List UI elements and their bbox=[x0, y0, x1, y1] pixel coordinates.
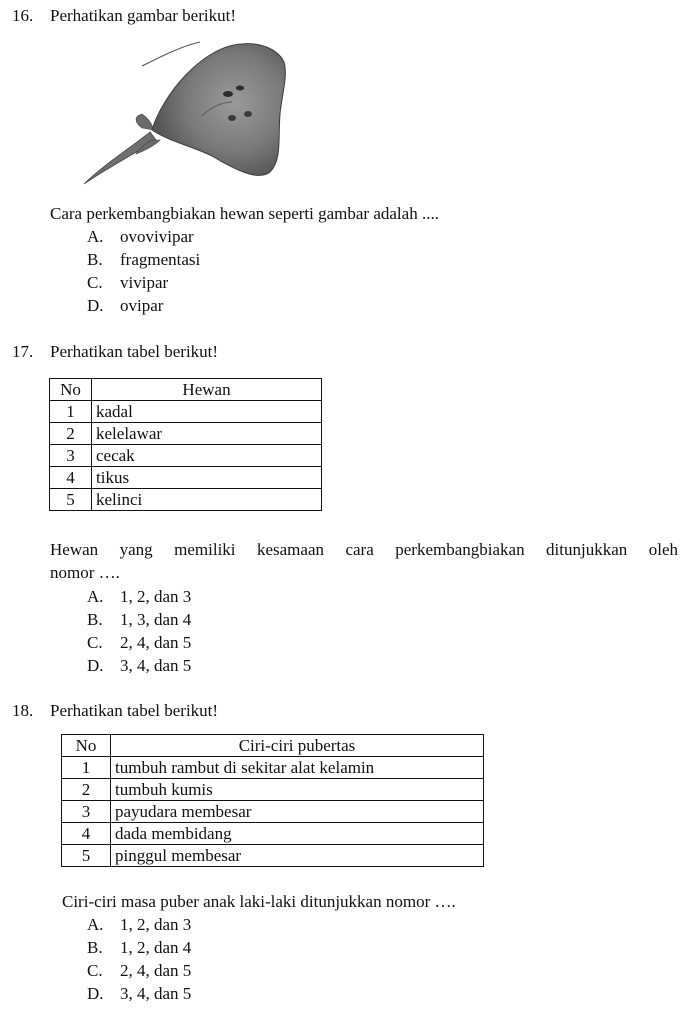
q17-option-d-letter[interactable]: D. bbox=[87, 656, 104, 675]
q18-number: 18. bbox=[12, 701, 34, 720]
q16-option-c[interactable]: vivipar bbox=[120, 273, 169, 292]
table-header-row bbox=[50, 379, 322, 401]
q17-option-c[interactable]: 2, 4, dan 5 bbox=[120, 633, 192, 652]
q16-question: Cara perkembangbiakan hewan seperti gambar adalah .... bbox=[50, 204, 439, 223]
stingray-tail bbox=[84, 132, 156, 184]
table-cell-text: payudara membesar bbox=[111, 801, 484, 823]
q17-option-a-letter[interactable]: A. bbox=[87, 587, 104, 606]
table-cell-text: tumbuh kumis bbox=[111, 779, 484, 801]
q18-option-d-letter[interactable]: D. bbox=[87, 984, 104, 1003]
table-cell-text: tumbuh rambut di sekitar alat kelamin bbox=[111, 757, 484, 779]
stingray-eye bbox=[223, 91, 233, 97]
table-cell-text: kadal bbox=[92, 401, 322, 423]
table-cell-text: pinggul membesar bbox=[111, 845, 484, 867]
q17-instruction: Perhatikan tabel berikut! bbox=[50, 342, 219, 361]
table-cell-text: kelinci bbox=[92, 489, 322, 511]
table-row bbox=[62, 779, 484, 801]
q16-instruction: Perhatikan gambar berikut! bbox=[50, 6, 236, 25]
q18-table bbox=[61, 734, 484, 867]
table-cell-no: 4 bbox=[62, 823, 111, 845]
q18-question: Ciri-ciri masa puber anak laki-laki ditunjukkan nomor …. bbox=[62, 892, 456, 911]
table-row bbox=[50, 445, 322, 467]
table-row bbox=[50, 401, 322, 423]
q18-option-c[interactable]: 2, 4, dan 5 bbox=[120, 961, 192, 980]
q16-number: 16. bbox=[12, 6, 34, 25]
table-row bbox=[50, 489, 322, 511]
q16-option-a-letter[interactable]: A. bbox=[87, 227, 104, 246]
q17-option-a[interactable]: 1, 2, dan 3 bbox=[120, 587, 192, 606]
q18-option-a[interactable]: 1, 2, dan 3 bbox=[120, 915, 192, 934]
q17-question-line1: Hewan yang memiliki kesamaan cara perkembangbiakan ditunjukkan oleh bbox=[50, 540, 678, 559]
table-cell-no: 4 bbox=[50, 467, 92, 489]
q17-table bbox=[49, 378, 322, 511]
q18-option-b-letter[interactable]: B. bbox=[87, 938, 103, 957]
q17-option-c-letter[interactable]: C. bbox=[87, 633, 103, 652]
table-row bbox=[62, 801, 484, 823]
table-cell-no: 2 bbox=[62, 779, 111, 801]
q18-option-c-letter[interactable]: C. bbox=[87, 961, 103, 980]
table-cell-no: 3 bbox=[50, 445, 92, 467]
q17-question-line2: nomor …. bbox=[50, 563, 120, 582]
table-header-row bbox=[62, 735, 484, 757]
table-header-no: No bbox=[62, 735, 111, 757]
q17-option-b[interactable]: 1, 3, dan 4 bbox=[120, 610, 192, 629]
table-row bbox=[50, 423, 322, 445]
table-row bbox=[62, 845, 484, 867]
table-header-no: No bbox=[50, 379, 92, 401]
q16-option-d[interactable]: ovipar bbox=[120, 296, 164, 315]
q17-option-d[interactable]: 3, 4, dan 5 bbox=[120, 656, 192, 675]
q18-option-a-letter[interactable]: A. bbox=[87, 915, 104, 934]
table-cell-no: 5 bbox=[62, 845, 111, 867]
q17-option-b-letter[interactable]: B. bbox=[87, 610, 103, 629]
q18-instruction: Perhatikan tabel berikut! bbox=[50, 701, 219, 720]
table-header-hewan: Hewan bbox=[92, 379, 322, 401]
table-cell-text: tikus bbox=[92, 467, 322, 489]
table-cell-no: 1 bbox=[62, 757, 111, 779]
q16-option-a[interactable]: ovovivipar bbox=[120, 227, 194, 246]
table-cell-text: kelelawar bbox=[92, 423, 322, 445]
table-cell-no: 1 bbox=[50, 401, 92, 423]
table-cell-text: dada membidang bbox=[111, 823, 484, 845]
stingray-image bbox=[82, 36, 296, 186]
table-cell-no: 2 bbox=[50, 423, 92, 445]
table-cell-text: cecak bbox=[92, 445, 322, 467]
table-cell-no: 5 bbox=[50, 489, 92, 511]
q18-option-b[interactable]: 1, 2, dan 4 bbox=[120, 938, 192, 957]
stingray-body bbox=[152, 44, 285, 176]
table-row bbox=[50, 467, 322, 489]
q16-option-c-letter[interactable]: C. bbox=[87, 273, 103, 292]
q17-number: 17. bbox=[12, 342, 34, 361]
table-cell-no: 3 bbox=[62, 801, 111, 823]
table-header-ciri: Ciri-ciri pubertas bbox=[111, 735, 484, 757]
table-row bbox=[62, 823, 484, 845]
q18-option-d[interactable]: 3, 4, dan 5 bbox=[120, 984, 192, 1003]
table-row bbox=[62, 757, 484, 779]
q16-option-b[interactable]: fragmentasi bbox=[120, 250, 201, 269]
q16-option-b-letter[interactable]: B. bbox=[87, 250, 103, 269]
q16-option-d-letter[interactable]: D. bbox=[87, 296, 104, 315]
